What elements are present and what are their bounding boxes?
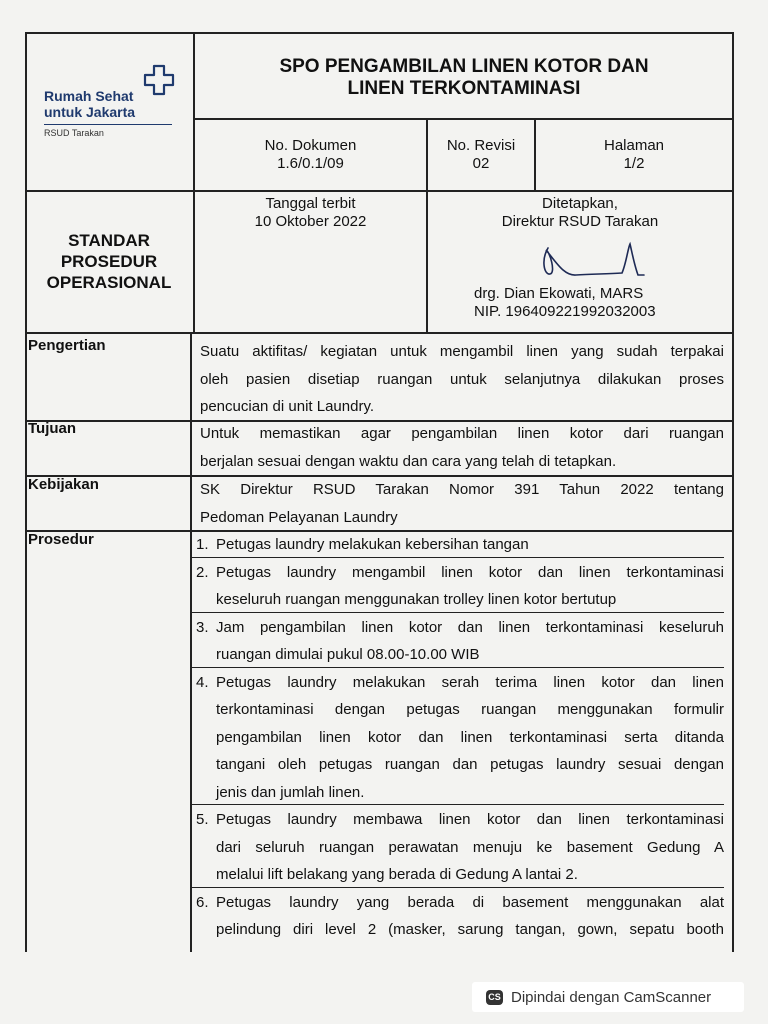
sop-type-line3: OPERASIONAL [46, 273, 172, 292]
doc-rev-divider [426, 118, 428, 190]
doc-no-label: No. Dokumen [264, 137, 357, 154]
signer-nip: NIP. 196409221992032003 [474, 303, 656, 320]
prosedur-step [196, 614, 724, 669]
approved-label: Ditetapkan, [542, 195, 618, 212]
prosedur-step [196, 669, 724, 807]
tujuan-line: berjalan sesuai dengan waktu dan cara yang telah di tetapkan. [200, 452, 617, 470]
prosedur-step [196, 806, 724, 889]
step-divider [190, 804, 724, 805]
step-line: Petugas laundry melakukan kebersihan tangan [216, 536, 529, 553]
step-line: dari seluruh ruangan perawatan menuju ke basement Gedung A [216, 838, 724, 856]
rev-page-divider [534, 118, 536, 190]
title-divider [193, 118, 733, 120]
table-border-right [732, 32, 734, 952]
revision-label: No. Revisi [446, 137, 516, 154]
issued-date: 10 Oktober 2022 [254, 213, 367, 230]
revision-value: 02 [472, 155, 490, 172]
pengertian-label: Pengertian [28, 337, 106, 354]
sop-block-bottom-divider [25, 332, 733, 334]
step-divider [190, 887, 724, 888]
step-line: pengambilan linen kotor dan linen terkontaminasi serta ditanda [216, 728, 724, 746]
step-line: keseluruh ruangan menggunakan trolley linen kotor bertutup [216, 591, 617, 608]
step-divider [190, 667, 724, 668]
step-line: jenis dan jumlah linen. [216, 783, 365, 801]
pengertian-line: Suatu aktifitas/ kegiatan untuk mengambil linen yang sudah terpakai [200, 343, 724, 360]
prosedur-steps [196, 531, 724, 944]
kebijakan-line: Pedoman Pelayanan Laundry [200, 508, 398, 526]
kebijakan-text [200, 476, 724, 531]
step-line: Petugas laundry melakukan serah terima linen kotor dan linen [216, 673, 724, 691]
sop-type-line2: PROSEDUR [60, 252, 158, 271]
section-label-divider [190, 332, 192, 952]
pengertian-line: oleh pasien disetiap ruangan untuk selanjutnya dilakukan proses [200, 370, 724, 388]
camscanner-icon: CS [486, 990, 503, 1005]
camscanner-watermark [472, 982, 744, 1012]
step-line: Petugas laundry mengambil linen kotor dan linen terkontaminasi [216, 563, 724, 581]
kebijakan-line: SK Direktur RSUD Tarakan Nomor 391 Tahun 2022 tentang [200, 481, 724, 498]
prosedur-label: Prosedur [28, 531, 94, 548]
signer-name: drg. Dian Ekowati, MARS [474, 285, 644, 302]
pengertian-text [200, 338, 724, 421]
step-line: Jam pengambilan linen kotor dan linen terkontaminasi keseluruh [216, 618, 724, 636]
page-label: Halaman [603, 137, 665, 154]
sop-type-line1: STANDAR [68, 231, 150, 250]
step-number: 6. [196, 893, 209, 911]
header-bottom-divider [25, 190, 733, 192]
step-line: pelindung diri level 2 (masker, sarung tangan, gown, sepatu booth [216, 921, 724, 938]
issued-label: Tanggal terbit [265, 195, 356, 212]
prosedur-step [196, 531, 724, 559]
step-line: Petugas laundry yang berada di basement menggunakan alat [216, 893, 724, 911]
tujuan-label: Tujuan [28, 420, 77, 437]
doc-no-value: 1.6/0.1/09 [277, 155, 344, 172]
document-title-line1: SPO PENGAMBILAN LINEN KOTOR DAN [279, 56, 649, 77]
step-number: 4. [196, 673, 209, 691]
table-border-top [25, 32, 733, 34]
step-line: Petugas laundry membawa linen kotor dan linen terkontaminasi [216, 811, 724, 828]
document-title-line2: LINEN TERKONTAMINASI [347, 78, 581, 99]
step-divider [190, 612, 724, 613]
logo-underline [44, 124, 172, 125]
camscanner-text: Dipindai dengan CamScanner [511, 988, 712, 1006]
step-number: 5. [196, 811, 209, 828]
hospital-cross-icon [142, 62, 176, 102]
step-number: 3. [196, 618, 209, 636]
step-line: tangani oleh petugas ruangan dan petugas laundry sesuai dengan [216, 756, 724, 773]
pengertian-line: pencucian di unit Laundry. [200, 398, 375, 415]
step-divider [190, 557, 724, 558]
page-value: 1/2 [623, 155, 645, 172]
step-line: terkontaminasi dengan petugas ruangan menggunakan formulir [216, 701, 724, 718]
step-line: ruangan dimulai pukul 08.00-10.00 WIB [216, 646, 480, 663]
approved-role: Direktur RSUD Tarakan [501, 213, 659, 230]
prosedur-step [196, 559, 724, 614]
step-number: 1. [196, 536, 209, 553]
kebijakan-label: Kebijakan [28, 476, 99, 493]
logo-line2: untuk Jakarta [44, 104, 136, 120]
tujuan-line: Untuk memastikan agar pengambilan linen kotor dari ruangan [200, 425, 724, 442]
step-number: 2. [196, 563, 209, 581]
logo-line1: Rumah Sehat [44, 88, 134, 104]
logo-subtitle: RSUD Tarakan [44, 128, 104, 138]
table-border-left [25, 32, 27, 952]
tujuan-text [200, 420, 724, 475]
director-signature [536, 240, 646, 284]
step-line: melalui lift belakang yang berada di Gedung A lantai 2. [216, 866, 578, 883]
prosedur-step [196, 889, 724, 944]
